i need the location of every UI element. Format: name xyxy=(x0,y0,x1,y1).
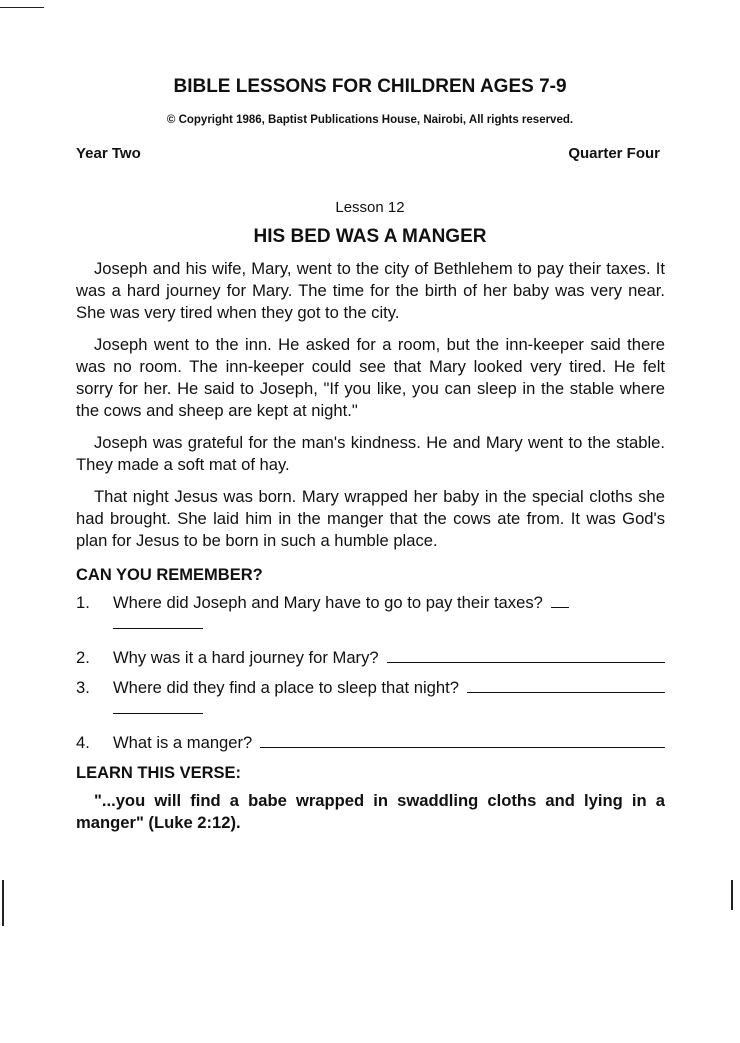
answer-line xyxy=(467,678,665,693)
answer-line-continued xyxy=(113,622,203,629)
question-text: Why was it a hard journey for Mary? xyxy=(113,648,379,667)
question-3 xyxy=(76,677,665,699)
question-text: Where did Joseph and Mary have to go to pay their taxes? xyxy=(113,593,543,612)
scan-mark xyxy=(0,7,44,8)
question-2 xyxy=(76,647,665,669)
lesson-title: HIS BED WAS A MANGER xyxy=(253,226,487,247)
document-title: BIBLE LESSONS FOR CHILDREN AGES 7-9 xyxy=(173,76,567,97)
memory-verse: "...you will find a babe wrapped in swaddling cloths and lying in a manger" (Luke 2:12). xyxy=(76,791,665,832)
scan-mark xyxy=(2,880,4,926)
verse-heading: LEARN THIS VERSE: xyxy=(76,764,242,782)
question-number: 2. xyxy=(76,648,90,667)
question-number: 3. xyxy=(76,678,90,697)
question-text: Where did they find a place to sleep that night? xyxy=(113,678,459,697)
paragraph: Joseph went to the inn. He asked for a room, but the inn-keeper said there was no room. The inn-keeper could see that Mary looked very tired. He felt sorry for her. He said to Joseph, "If you like, you can sleep in the stable where the cows and sheep are kept at night." xyxy=(76,335,665,420)
questions-heading: CAN YOU REMEMBER? xyxy=(76,566,263,584)
answer-line xyxy=(260,733,665,748)
scan-mark xyxy=(731,880,733,910)
question-4 xyxy=(76,732,665,754)
answer-line xyxy=(387,648,665,663)
lesson-body xyxy=(76,258,665,844)
answer-line-continued xyxy=(113,707,203,714)
year-label: Year Two xyxy=(76,145,141,162)
paragraph: That night Jesus was born. Mary wrapped her baby in the special cloths she had brought. She laid him in the manger that the cows ate from. It was God's plan for Jesus to be born in such a humble place. xyxy=(76,487,665,550)
copyright-notice: © Copyright 1986, Baptist Publications House, Nairobi, All rights reserved. xyxy=(166,114,574,126)
question-1 xyxy=(76,592,665,614)
question-number: 1. xyxy=(76,593,90,612)
paragraph: Joseph was grateful for the man's kindness. He and Mary went to the stable. They made a soft mat of hay. xyxy=(76,433,665,474)
paragraph: Joseph and his wife, Mary, went to the city of Bethlehem to pay their taxes. It was a hard journey for Mary. The time for the birth of her baby was very near. She was very tired when they got to the city. xyxy=(76,259,665,322)
question-text: What is a manger? xyxy=(113,733,253,752)
lesson-number: Lesson 12 xyxy=(335,199,405,216)
question-number: 4. xyxy=(76,733,90,752)
answer-line xyxy=(551,593,569,608)
quarter-label: Quarter Four xyxy=(568,145,660,162)
